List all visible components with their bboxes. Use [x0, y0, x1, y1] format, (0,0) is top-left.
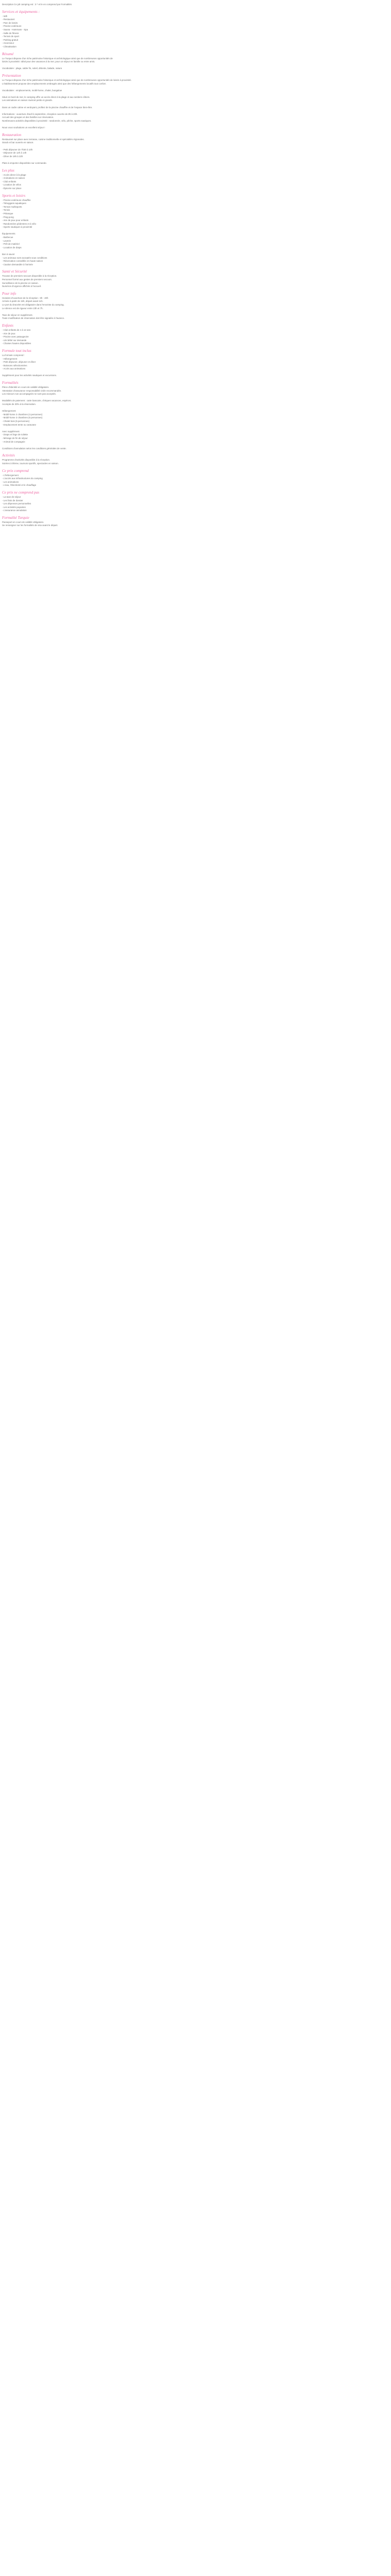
section-body — [2, 354, 386, 378]
text-line: Nous vous souhaitons un excellent séjour ! — [2, 126, 45, 129]
text-line: - Club enfants — [2, 180, 17, 183]
paragraph-gap — [2, 427, 386, 430]
text-line: Vocabulaire : emplacements, mobil-home, chalet, bungalow — [2, 89, 62, 92]
text-line: Le Turquoi dispose d'un riche patrimoine historique et archéologique ainsi que de nombreuses opportunités de — [2, 57, 113, 60]
section-body — [2, 79, 386, 130]
text-line: - Randonnées pédestres et à vélo — [2, 222, 36, 225]
section-body — [2, 15, 386, 49]
section — [2, 516, 386, 528]
text-line: Dans un cadre calme et verdoyant, profitez de la piscine chauffée et de l'espace bien-être. — [2, 106, 93, 109]
section-title: Formalité Turquie — [2, 515, 29, 520]
section-title: Enfants — [2, 323, 13, 328]
text-line: loisirs à proximité. Idéal pour des vacances à la mer, pour un séjour en famille ou entre amis. — [2, 60, 95, 63]
text-line: - Ascenseur — [2, 42, 14, 45]
text-line: - Accès direct à la plage — [2, 173, 26, 176]
text-line: - Sauna - Hammam - Spa — [2, 28, 28, 31]
paragraph-gap — [2, 249, 386, 253]
text-line: - Wifi — [2, 14, 7, 18]
text-line: - Salle de fitness — [2, 31, 19, 35]
text-line: - Chalet bois (5 personnes) — [2, 420, 29, 422]
text-line: - Climatisation — [2, 45, 17, 48]
text-line: - Lits bébé sur demande — [2, 338, 27, 342]
text-line: Taxe de séjour en supplément. — [2, 313, 33, 316]
text-line: - Toboggans aquatiques — [2, 202, 26, 205]
paragraph-gap — [2, 371, 386, 375]
text-line: - Aire de jeux pour enfants — [2, 219, 29, 222]
text-line: - Les animations — [2, 480, 19, 483]
paragraph-gap — [2, 444, 386, 447]
section-body — [2, 386, 386, 450]
text-line: Bon à savoir — [2, 253, 15, 256]
text-line: - Parc de loisirs — [2, 21, 18, 24]
section-title: Formalités — [2, 381, 19, 385]
section-body — [2, 496, 386, 513]
text-line: Le port du bracelet est obligatoire dans l'enceinte du camping. — [2, 303, 64, 306]
paragraph-gap — [2, 123, 386, 127]
text-line: Toute modification de réservation doit être signalée à l'avance. — [2, 317, 65, 320]
text-line: Programme d'activités disponible à la réception. — [2, 459, 51, 462]
section-body — [2, 297, 386, 320]
paragraph-gap — [2, 310, 386, 314]
text-line: Le silence est de rigueur entre 23h et 7h. — [2, 307, 43, 310]
section — [2, 74, 386, 130]
section-body — [2, 275, 386, 288]
text-line: Attestation d'assurance responsabilité civile recommandée. — [2, 389, 62, 392]
text-line: - Déjeuner de 12h à 14h — [2, 151, 27, 155]
text-line: - Barbecue — [2, 236, 13, 239]
text-line: Les mineurs non accompagnés ne sont pas acceptés. — [2, 393, 56, 396]
text-line: Surveillance de la piscine en saison. — [2, 281, 39, 284]
text-line: - L'accès aux infrastructures du camping — [2, 477, 43, 480]
paragraph-gap — [2, 406, 386, 410]
text-line: - Emplacement tente ou caravane — [2, 423, 36, 426]
text-line: - L'eau, l'électricité et le chauffage — [2, 484, 37, 487]
section — [2, 469, 386, 487]
text-line: - Caution demandée à l'arrivée — [2, 263, 33, 266]
text-line: - Mobil-home 3 chambres (6 personnes) — [2, 416, 43, 419]
text-line: Le Turquoi dispose d'un riche patrimoine historique et archéologique ainsi que de nombreuses opportunités de loisirs à proximité. — [2, 78, 132, 81]
text-line: Numéros d'urgence affichés à l'accueil. — [2, 285, 42, 288]
text-line: - Location de vélos — [2, 183, 21, 187]
text-line: Horaires d'ouverture de la réception : 8h - 20h — [2, 296, 48, 299]
text-line: - L'assurance annulation — [2, 509, 27, 512]
text-line: - Les dépenses personnelles — [2, 502, 31, 505]
paragraph-gap — [2, 229, 386, 233]
text-line: - Dîner de 19h à 22h — [2, 155, 23, 158]
section — [2, 10, 386, 49]
section-title: Sports et loisirs — [2, 193, 26, 198]
text-line: Passeport en cours de validité obligatoire. — [2, 520, 44, 523]
section-body — [2, 474, 386, 487]
text-line: - Aire de jeux — [2, 332, 15, 335]
text-line: - Prêt de matériel — [2, 243, 20, 246]
section-title: Ce prix comprend — [2, 468, 29, 473]
text-line: - Boissons sélectionnées — [2, 364, 27, 367]
text-line: - Hébergement — [2, 357, 18, 360]
text-line: Conditions d'annulation selon les conditions générales de vente. — [2, 447, 67, 450]
text-line: Arrivée à partir de 15h, départ avant 11h. — [2, 300, 43, 303]
text-line: Acompte de 30% à la réservation. — [2, 403, 36, 406]
text-line: Pièce d'identité en cours de validité obligatoire. — [2, 386, 50, 389]
text-line: - Piscine extérieure chauffée — [2, 198, 31, 201]
section — [2, 133, 386, 165]
text-line: Accueil des groupes et des familles sur réservation. — [2, 116, 54, 119]
paragraph-gap — [2, 103, 386, 106]
section-title: Formule tout inclus — [2, 348, 31, 353]
paragraph-gap — [2, 158, 386, 162]
text-line: - Petit déjeuner de 7h30 à 10h — [2, 148, 33, 151]
text-line: - Terrain multisports — [2, 205, 22, 208]
text-line: Trousse de premiers secours disponible à la réception. — [2, 275, 57, 278]
text-line: - Terrain de sport — [2, 35, 20, 38]
text-line: - Location de draps — [2, 246, 22, 249]
section — [2, 269, 386, 288]
paragraph-gap — [2, 145, 386, 148]
text-line: Nombreuses activités disponibles à proximité : randonnée, vélo, pêche, sports nautiques. — [2, 120, 92, 123]
section — [2, 453, 386, 465]
text-line: - Les activités payantes — [2, 505, 26, 509]
section-title: Ce prix ne comprend pas — [2, 490, 39, 495]
section-title: Pour info — [2, 291, 17, 296]
text-line: - L'hébergement — [2, 473, 19, 477]
paragraph-gap — [2, 109, 386, 113]
text-line: - Mobil-home 2 chambres (4 personnes) — [2, 413, 43, 416]
section-body — [2, 329, 386, 346]
section-title: Restauration — [2, 132, 22, 137]
section-title: Présentation — [2, 73, 21, 78]
text-line: Hébergement — [2, 410, 16, 413]
text-line: - Laverie — [2, 239, 11, 242]
text-line: - La taxe de séjour — [2, 495, 21, 498]
section-title: Résumé — [2, 52, 14, 56]
text-line: - Ping-pong — [2, 215, 14, 218]
section-title: Les plus — [2, 168, 14, 173]
text-line: La formule comprend : — [2, 353, 25, 357]
section — [2, 381, 386, 450]
text-line: - Petit déjeuner, déjeuner et dîner — [2, 361, 36, 364]
section — [2, 194, 386, 267]
text-line: - Sports nautiques à proximité — [2, 226, 32, 229]
text-line: - Chaises hautes disponibles — [2, 342, 31, 345]
text-line: Modalités de paiement : carte bancaire, chèques vacances, espèces. — [2, 399, 72, 402]
section-body — [2, 521, 386, 528]
text-line: - Club enfants de 4 à 12 ans — [2, 328, 31, 331]
text-line: Supplément pour les activités nautiques et excursions. — [2, 374, 57, 377]
text-line: Plats à emporter disponibles sur commande. — [2, 161, 47, 164]
sections-container — [0, 10, 391, 528]
text-line: - Restaurant — [2, 18, 15, 21]
text-line: - Draps et linge de toilette — [2, 433, 28, 436]
section-title: Services et équipements : — [2, 9, 40, 14]
intro-text: Description Ce joli camping est : 3 * et le en comprend par Formalités — [2, 3, 72, 6]
text-line: Situé en bord de mer, le camping offre un accès direct à la plage et aux sentiers côtiers. — [2, 95, 90, 98]
paragraph-gap — [2, 92, 386, 96]
text-line: - Animal de compagnie — [2, 440, 25, 443]
section — [2, 292, 386, 320]
section-body — [2, 138, 386, 165]
section — [2, 349, 386, 378]
section-title: Activités — [2, 453, 15, 458]
text-line: - Les animaux sont acceptés sous conditions — [2, 256, 47, 259]
paragraph-gap — [2, 86, 386, 89]
section-body — [2, 57, 386, 71]
section-body — [2, 174, 386, 191]
text-line: Les animations en saison raviront petits et grands. — [2, 99, 53, 102]
text-line: Soirées à thème, tournois sportifs, spectacles en saison. — [2, 462, 59, 465]
section-title: Santé et Sécurité — [2, 269, 27, 274]
section — [2, 490, 386, 513]
text-line: Équipements — [2, 232, 15, 235]
text-line: - Ménage de fin de séjour — [2, 436, 28, 439]
text-line: - Accès aux animations — [2, 367, 26, 370]
text-line: Restaurant sur place avec terrasse, cuisine traditionnelle et spécialités régionales. — [2, 138, 85, 141]
text-line: - Tennis — [2, 209, 10, 212]
text-line: Snack et bar ouverts en saison. — [2, 141, 34, 144]
paragraph-gap — [2, 396, 386, 400]
text-line: Se renseigner sur les formalités de visa avant le départ. — [2, 524, 58, 527]
text-line: Vocabulaire : plage, sable fin, soleil, détente, balade, nature — [2, 67, 62, 70]
text-line: - Animations en saison — [2, 177, 25, 180]
text-line: - Épicerie sur place — [2, 187, 22, 190]
text-line: - Parking gratuit — [2, 38, 18, 41]
text-line: L'établissement propose des emplacements ombragés ainsi que des hébergements locatifs tout confort. — [2, 82, 106, 85]
text-line: - Piscine extérieure — [2, 25, 22, 28]
paragraph-gap — [2, 64, 386, 67]
text-line: Informations : ouverture d'avril à septembre, réception ouverte de 8h à 20h. — [2, 112, 78, 115]
section-body — [2, 459, 386, 465]
text-line: Avec supplément — [2, 430, 20, 433]
section — [2, 324, 386, 346]
text-line: - Piscine avec pataugeoire — [2, 335, 29, 338]
text-line: - Réservation conseillée en haute saison — [2, 260, 43, 263]
section-body — [2, 199, 386, 267]
text-line: Personnel formé aux gestes de premiers secours. — [2, 278, 52, 281]
section — [2, 168, 386, 191]
text-line: - Pétanque — [2, 212, 13, 215]
section — [2, 52, 386, 71]
text-line: - Les frais de dossier — [2, 499, 23, 502]
